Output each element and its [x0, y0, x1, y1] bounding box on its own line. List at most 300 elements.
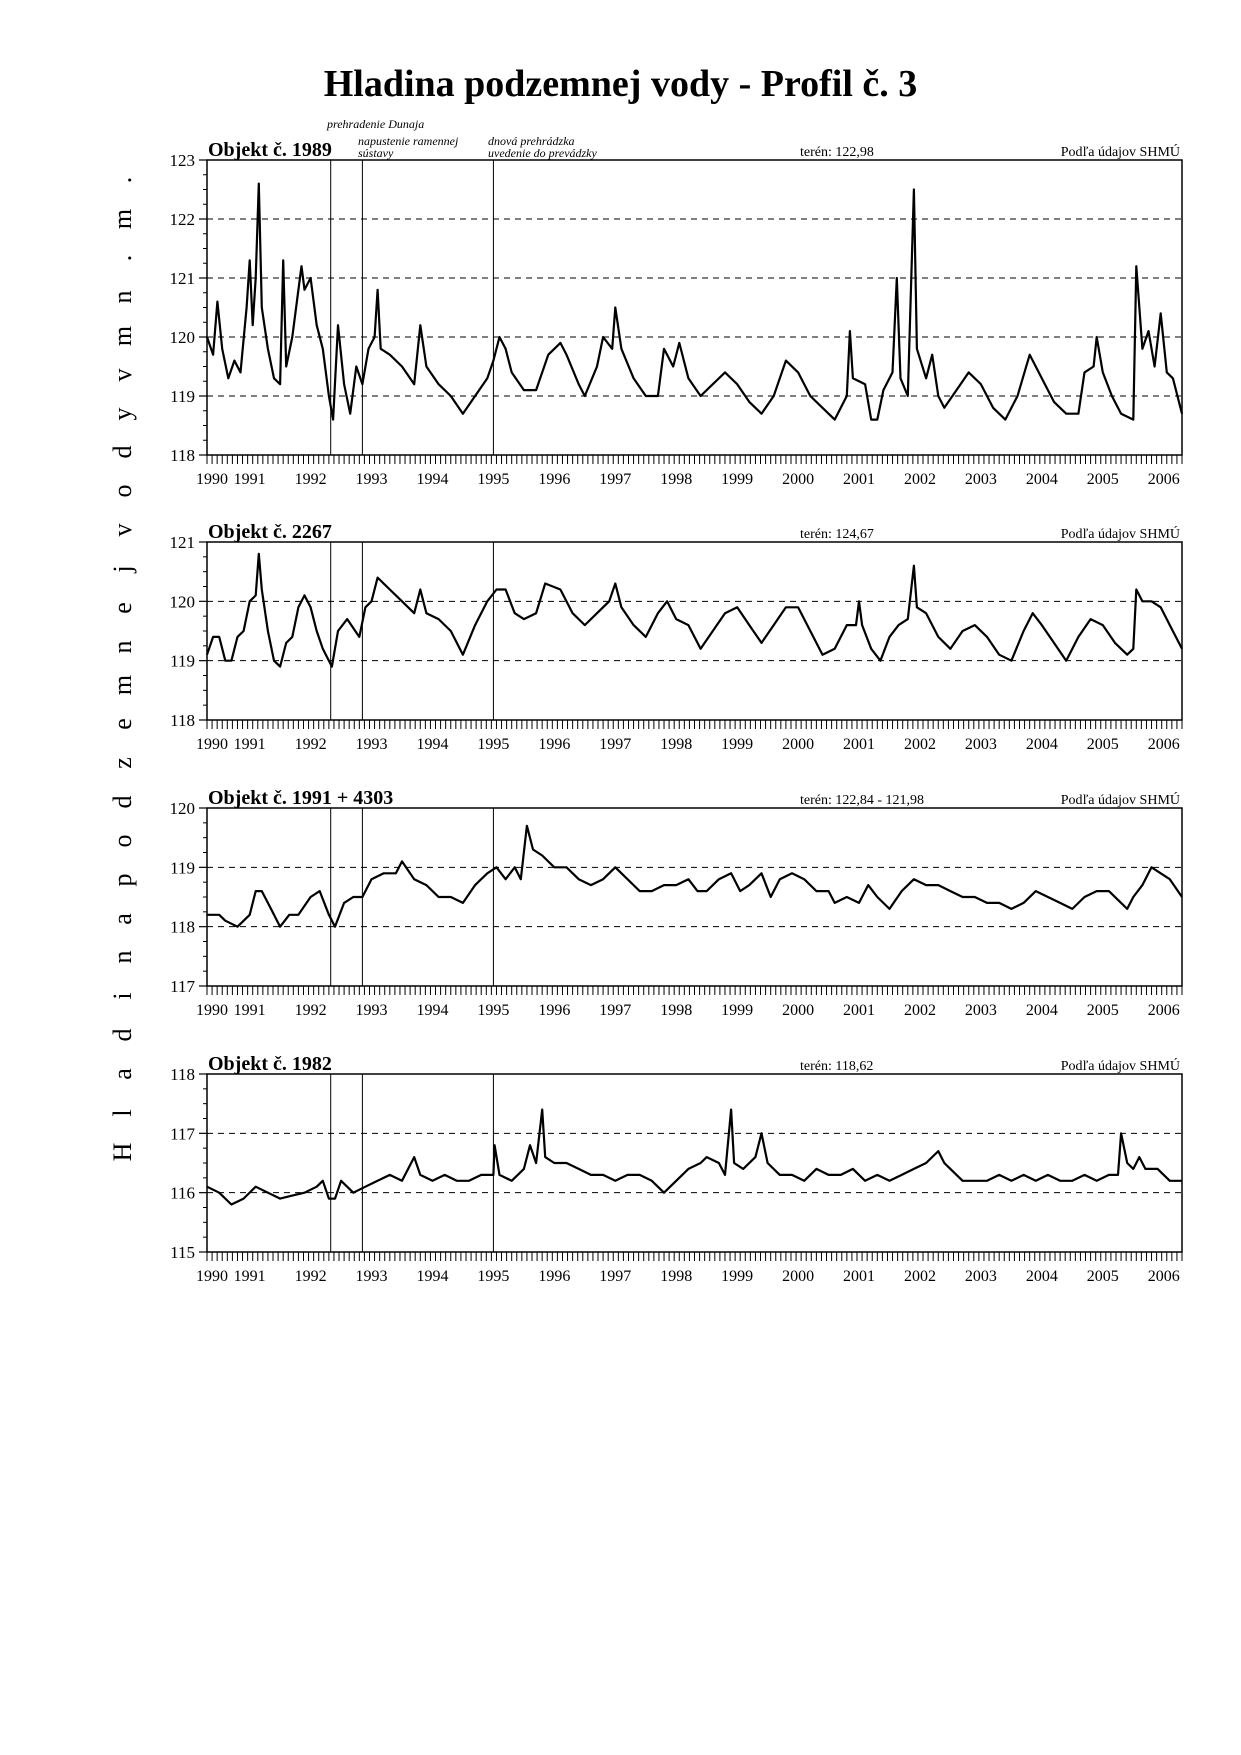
- data-point: [206, 336, 207, 337]
- data-point: [1102, 625, 1103, 626]
- y-axis-label-char: v: [108, 523, 137, 537]
- data-point: [907, 619, 908, 620]
- data-point: [590, 885, 591, 886]
- data-point: [615, 307, 616, 308]
- data-point: [578, 1168, 579, 1169]
- data-point: [676, 1180, 677, 1181]
- x-tick-label: 2005: [1086, 1002, 1119, 1019]
- y-axis-label-char: a: [108, 1068, 137, 1080]
- data-point: [1117, 1174, 1118, 1175]
- data-point: [1133, 896, 1134, 897]
- data-point: [612, 348, 613, 349]
- data-point: [286, 642, 287, 643]
- data-point: [261, 307, 262, 308]
- y-axis-label-char: e: [108, 718, 137, 731]
- data-point: [1023, 1174, 1024, 1175]
- data-point: [1148, 331, 1149, 332]
- data-point: [737, 384, 738, 385]
- x-tick-label: 2000: [782, 1268, 815, 1285]
- data-point: [916, 607, 917, 608]
- data-point: [450, 630, 451, 631]
- data-point: [926, 378, 927, 379]
- source-label: Podľa údajov SHMÚ: [1060, 1059, 1180, 1074]
- data-point: [240, 372, 241, 373]
- data-point: [493, 1174, 494, 1175]
- data-point: [846, 625, 847, 626]
- event-label: [358, 134, 459, 160]
- data-point: [426, 613, 427, 614]
- data-point: [1072, 908, 1073, 909]
- panel-title: Objekt č. 1989: [208, 139, 332, 161]
- data-point: [511, 372, 512, 373]
- x-tick-label: 1995: [477, 471, 510, 488]
- terrain-label: terén: 118,62: [800, 1059, 874, 1074]
- data-point: [217, 301, 218, 302]
- data-point: [494, 1145, 495, 1146]
- data-point: [627, 879, 628, 880]
- data-point: [493, 360, 494, 361]
- data-point: [496, 867, 497, 868]
- data-point: [615, 583, 616, 584]
- data-point: [852, 1168, 853, 1169]
- x-tick-label: 1999: [721, 1268, 754, 1285]
- data-point: [986, 1180, 987, 1181]
- data-point: [1169, 625, 1170, 626]
- x-tick-label: 1999: [721, 736, 754, 753]
- data-point: [389, 354, 390, 355]
- data-point: [938, 636, 939, 637]
- plot-frame: [207, 1074, 1182, 1252]
- data-point: [1060, 902, 1061, 903]
- x-tick-label: 1994: [416, 471, 449, 488]
- data-point: [916, 348, 917, 349]
- x-tick-label: 1994: [416, 1268, 449, 1285]
- data-point: [1111, 395, 1112, 396]
- data-point: [676, 619, 677, 620]
- data-point: [639, 891, 640, 892]
- data-point: [1121, 902, 1122, 903]
- data-point: [333, 419, 334, 420]
- y-axis-label-char: m: [108, 675, 137, 696]
- data-point: [231, 660, 232, 661]
- data-point: [578, 879, 579, 880]
- data-point: [304, 595, 305, 596]
- data-point: [222, 348, 223, 349]
- chart-panel: [170, 521, 1183, 753]
- data-point: [1053, 642, 1054, 643]
- x-tick-label: 2003: [964, 736, 997, 753]
- data-point: [926, 613, 927, 614]
- panel-title: Objekt č. 1982: [208, 1053, 332, 1075]
- data-point: [938, 885, 939, 886]
- data-point: [1093, 366, 1094, 367]
- event-label: [488, 134, 598, 160]
- data-point: [438, 384, 439, 385]
- x-tick-label: 2004: [1025, 471, 1058, 488]
- data-point: [603, 1174, 604, 1175]
- data-point: [858, 601, 859, 602]
- data-point: [773, 395, 774, 396]
- y-tick-label: 118: [170, 446, 195, 465]
- x-tick-label: 1995: [477, 1002, 510, 1019]
- data-point: [316, 630, 317, 631]
- data-point: [219, 914, 220, 915]
- data-point: [331, 666, 332, 667]
- x-tick-label: 2001: [843, 736, 876, 753]
- data-point: [328, 914, 329, 915]
- data-point: [298, 289, 299, 290]
- data-point: [548, 354, 549, 355]
- data-point: [1090, 619, 1091, 620]
- y-axis-label-char: a: [108, 912, 137, 925]
- data-point: [1023, 902, 1024, 903]
- y-tick-label: 119: [170, 858, 195, 878]
- y-tick-label: 121: [169, 269, 195, 288]
- data-point: [743, 1168, 744, 1169]
- data-point: [1142, 601, 1143, 602]
- data-point: [865, 384, 866, 385]
- event-label-line: napustenie ramennej: [358, 134, 459, 148]
- y-axis-label-char: m: [108, 209, 137, 230]
- data-point: [365, 607, 366, 608]
- data-point: [913, 879, 914, 880]
- data-point: [1029, 354, 1030, 355]
- data-point: [523, 390, 524, 391]
- x-tick-label: 1993: [355, 471, 388, 488]
- data-point: [849, 331, 850, 332]
- data-point: [572, 613, 573, 614]
- data-point: [401, 366, 402, 367]
- data-point: [673, 366, 674, 367]
- data-point: [1172, 378, 1173, 379]
- data-point: [651, 891, 652, 892]
- data-point: [322, 1180, 323, 1181]
- y-axis-label-char: n: [108, 640, 137, 654]
- data-point: [1011, 908, 1012, 909]
- data-point: [706, 891, 707, 892]
- data-point: [791, 1174, 792, 1175]
- data-point: [889, 908, 890, 909]
- data-point: [237, 636, 238, 637]
- data-point: [688, 879, 689, 880]
- x-tick-label: 1990: [196, 471, 228, 488]
- x-tick-label: 2002: [903, 1268, 936, 1285]
- y-axis-label-char: d: [108, 795, 137, 809]
- data-point: [1151, 867, 1152, 868]
- data-point: [828, 1174, 829, 1175]
- data-point: [258, 553, 259, 554]
- data-point: [877, 419, 878, 420]
- data-point: [767, 1162, 768, 1163]
- x-tick-label: 2003: [964, 1002, 997, 1019]
- event-label: [326, 117, 424, 131]
- data-point: [536, 390, 537, 391]
- data-point: [1011, 1180, 1012, 1181]
- data-point: [206, 654, 207, 655]
- data-point: [249, 601, 250, 602]
- data-point: [974, 625, 975, 626]
- y-tick-label: 120: [169, 592, 195, 612]
- data-point: [499, 336, 500, 337]
- data-point: [1108, 1174, 1109, 1175]
- data-point: [871, 648, 872, 649]
- data-point: [420, 589, 421, 590]
- data-point: [341, 1180, 342, 1181]
- x-tick-label: 1997: [599, 736, 632, 753]
- y-tick-label: 117: [170, 977, 195, 996]
- data-point: [322, 348, 323, 349]
- data-point: [749, 885, 750, 886]
- x-tick-label: 2005: [1086, 736, 1119, 753]
- data-point: [1133, 1168, 1134, 1169]
- data-point: [1078, 413, 1079, 414]
- x-tick-label: 1998: [660, 1268, 693, 1285]
- data-point: [1133, 648, 1134, 649]
- data-point: [337, 630, 338, 631]
- data-point: [724, 1174, 725, 1175]
- data-point: [718, 879, 719, 880]
- x-tick-label: 2006: [1147, 1268, 1180, 1285]
- data-point: [261, 891, 262, 892]
- x-tick-label: 2006: [1147, 471, 1180, 488]
- data-point: [1066, 660, 1067, 661]
- data-point: [901, 1174, 902, 1175]
- y-tick-label: 122: [169, 210, 195, 229]
- data-point: [213, 354, 214, 355]
- x-tick-label: 1992: [294, 1268, 327, 1285]
- data-point: [255, 1186, 256, 1187]
- x-tick-label: 2001: [843, 1268, 876, 1285]
- data-point: [609, 601, 610, 602]
- data-point: [371, 879, 372, 880]
- data-point: [828, 891, 829, 892]
- data-point: [438, 896, 439, 897]
- data-point: [383, 873, 384, 874]
- data-point: [273, 378, 274, 379]
- data-point: [420, 1174, 421, 1175]
- data-point: [1017, 395, 1018, 396]
- y-axis-label-char: y: [108, 407, 137, 420]
- y-axis-label-char: o: [108, 484, 137, 498]
- x-tick-label: 2002: [903, 471, 936, 488]
- data-point: [292, 636, 293, 637]
- data-point: [1157, 1168, 1158, 1169]
- data-point: [1121, 1133, 1122, 1134]
- data-point: [639, 1174, 640, 1175]
- data-point: [523, 619, 524, 620]
- data-point: [880, 660, 881, 661]
- x-tick-label: 2006: [1147, 1002, 1180, 1019]
- data-point: [578, 384, 579, 385]
- x-tick-label: 1995: [477, 1268, 510, 1285]
- data-point: [1041, 378, 1042, 379]
- data-point: [663, 348, 664, 349]
- data-point: [986, 636, 987, 637]
- data-point: [1160, 607, 1161, 608]
- data-point: [1160, 873, 1161, 874]
- data-point: [1139, 1157, 1140, 1158]
- data-point: [252, 325, 253, 326]
- data-point: [700, 648, 701, 649]
- data-point: [1142, 885, 1143, 886]
- data-point: [560, 589, 561, 590]
- y-tick-label: 120: [169, 328, 195, 347]
- data-point: [657, 395, 658, 396]
- data-point: [414, 879, 415, 880]
- series-line: [207, 1110, 1182, 1205]
- y-axis-label-char: d: [108, 445, 137, 459]
- data-point: [234, 360, 235, 361]
- data-point: [633, 625, 634, 626]
- data-point: [603, 336, 604, 337]
- data-point: [536, 613, 537, 614]
- x-tick-label: 2001: [843, 471, 876, 488]
- data-point: [499, 1174, 500, 1175]
- data-point: [956, 390, 957, 391]
- data-point: [810, 630, 811, 631]
- data-point: [1084, 896, 1085, 897]
- data-point: [206, 914, 207, 915]
- data-point: [615, 1180, 616, 1181]
- y-tick-label: 117: [170, 1124, 195, 1144]
- data-point: [724, 613, 725, 614]
- data-point: [603, 879, 604, 880]
- data-point: [761, 873, 762, 874]
- data-point: [401, 601, 402, 602]
- y-axis-label-char: H: [108, 1142, 137, 1161]
- plot-frame: [207, 542, 1182, 720]
- y-axis-label-char: .: [108, 254, 137, 262]
- data-point: [1096, 891, 1097, 892]
- y-tick-label: 116: [170, 1183, 195, 1203]
- data-point: [980, 384, 981, 385]
- x-tick-label: 1993: [355, 1268, 388, 1285]
- data-point: [804, 1180, 805, 1181]
- data-point: [740, 891, 741, 892]
- data-point: [365, 1186, 366, 1187]
- data-point: [667, 601, 668, 602]
- y-axis-label-char: m: [108, 325, 137, 346]
- data-point: [267, 1192, 268, 1193]
- data-point: [462, 654, 463, 655]
- data-point: [1160, 313, 1161, 314]
- data-point: [267, 348, 268, 349]
- data-point: [858, 902, 859, 903]
- x-tick-label: 2004: [1025, 736, 1058, 753]
- data-point: [505, 879, 506, 880]
- data-point: [487, 601, 488, 602]
- data-point: [298, 607, 299, 608]
- y-tick-label: 121: [169, 533, 195, 552]
- data-point: [868, 885, 869, 886]
- data-point: [554, 867, 555, 868]
- x-tick-label: 2002: [903, 736, 936, 753]
- data-point: [871, 419, 872, 420]
- x-tick-label: 2006: [1147, 736, 1180, 753]
- data-point: [834, 419, 835, 420]
- data-point: [258, 183, 259, 184]
- data-point: [700, 395, 701, 396]
- data-point: [542, 855, 543, 856]
- data-point: [999, 902, 1000, 903]
- data-point: [773, 625, 774, 626]
- data-point: [1023, 630, 1024, 631]
- data-point: [377, 1180, 378, 1181]
- x-tick-label: 1998: [660, 471, 693, 488]
- data-point: [731, 873, 732, 874]
- x-tick-label: 1996: [538, 1002, 571, 1019]
- y-axis-label-char: n: [108, 290, 137, 304]
- data-point: [401, 861, 402, 862]
- x-tick-label: 1994: [416, 1002, 449, 1019]
- data-point: [645, 636, 646, 637]
- data-point: [353, 1192, 354, 1193]
- data-point: [974, 1180, 975, 1181]
- data-point: [663, 1192, 664, 1193]
- data-point: [514, 867, 515, 868]
- x-tick-label: 2004: [1025, 1268, 1058, 1285]
- data-point: [779, 1174, 780, 1175]
- y-axis-label-char: j: [108, 565, 137, 573]
- data-point: [414, 1157, 415, 1158]
- data-point: [633, 378, 634, 379]
- data-point: [487, 378, 488, 379]
- data-point: [1169, 879, 1170, 880]
- data-point: [542, 1109, 543, 1110]
- series-line: [207, 826, 1182, 927]
- data-point: [785, 360, 786, 361]
- data-point: [1154, 366, 1155, 367]
- data-point: [289, 914, 290, 915]
- data-point: [700, 1162, 701, 1163]
- data-point: [350, 413, 351, 414]
- data-point: [395, 873, 396, 874]
- data-point: [462, 413, 463, 414]
- data-point: [1053, 401, 1054, 402]
- data-point: [834, 902, 835, 903]
- data-point: [770, 896, 771, 897]
- data-point: [456, 1180, 457, 1181]
- data-point: [913, 1168, 914, 1169]
- data-point: [896, 277, 897, 278]
- page-title: Hladina podzemnej vody - Profil č. 3: [323, 63, 918, 105]
- data-point: [1181, 896, 1182, 897]
- x-tick-label: 1991: [233, 1002, 266, 1019]
- data-point: [304, 289, 305, 290]
- data-point: [231, 1204, 232, 1205]
- data-point: [243, 630, 244, 631]
- data-point: [804, 879, 805, 880]
- x-tick-label: 1999: [721, 471, 754, 488]
- data-point: [1041, 625, 1042, 626]
- source-label: Podľa údajov SHMÚ: [1060, 793, 1180, 808]
- series-line: [207, 554, 1182, 667]
- data-point: [566, 867, 567, 868]
- data-point: [322, 648, 323, 649]
- data-point: [926, 885, 927, 886]
- data-point: [225, 660, 226, 661]
- data-point: [536, 1162, 537, 1163]
- data-point: [901, 891, 902, 892]
- x-tick-label: 1991: [233, 736, 266, 753]
- data-point: [913, 189, 914, 190]
- y-tick-label: 119: [170, 387, 195, 406]
- y-tick-label: 123: [169, 151, 195, 170]
- data-point: [438, 619, 439, 620]
- data-point: [816, 1168, 817, 1169]
- data-point: [560, 342, 561, 343]
- x-tick-label: 1995: [477, 736, 510, 753]
